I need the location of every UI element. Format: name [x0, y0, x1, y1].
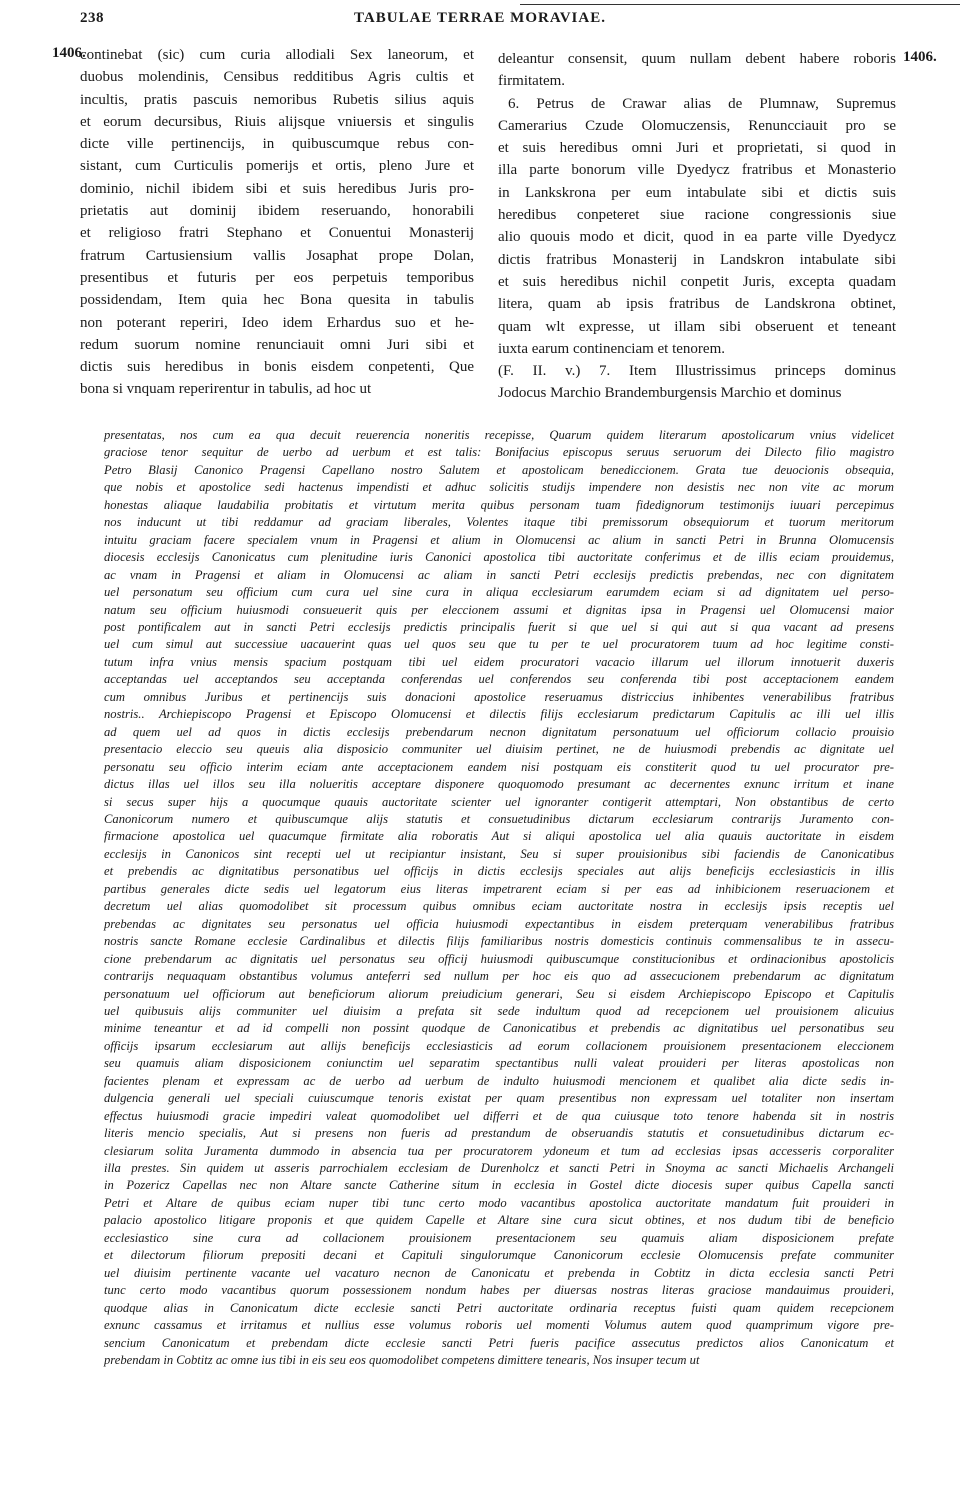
footnote-line: palacio apostolico litigare proponis et que quidem Capelle et Altare sine cura sicut obtines, et nos dudum tibi de beneficio — [104, 1213, 894, 1228]
footnote-line: tutum infra vnius mensis spacium postquam tibi uel eidem procuratori vacacio illarum uel illorum innotuerit duxeris — [104, 654, 894, 669]
right-column-line: (F. II. v.) 7. Item Illustrissimus princeps dominus — [498, 363, 896, 380]
right-column — [498, 48, 896, 405]
footnote-line: quodque alias in Canonicatum dicte ecclesie sancti Petri auctoritate ordinaria receptus fuisti quam quidem recepcionem — [104, 1300, 894, 1315]
left-column-line: prietatis aut dominij ibidem reseruando, honorabili — [80, 203, 474, 220]
right-column-line: Camerarius Czude Olomuczensis, Renuncciauit pro se — [498, 117, 896, 134]
right-column-line: firmitatem. — [498, 73, 566, 90]
left-column-line: redum suorum nomine renunciauit omni Juri sibi et — [80, 336, 474, 353]
running-title: TABULAE TERRAE MORAVIAE. — [354, 10, 606, 26]
footnote-line: si secus super hijs a quocumque quauis auctoritate scienter uel ignoranter contigerit attemptari, Non obstantibus de certo — [104, 794, 894, 809]
right-column-line: deleantur consensit, quum nullam debent habere roboris — [498, 51, 896, 67]
footnote-line: prebendas ac dignitates seu personatus uel officia huiusmodi expectantibus in eisdem preterquam venerabilibus fratribus — [104, 916, 894, 931]
footnote-line: ad quem uel ad quos in dictis ecclesijs prebendarum necnon dignitatum personatuum uel officiorum collacio prouisio — [104, 724, 894, 739]
footnote-line: nostris sancte Romane ecclesie Cardinalibus et dilectis filijs familiaribus nostris domesticis continuis commensalibus te in assecu- — [104, 934, 894, 949]
footnote-line: intuitu graciam facere specialem vnum in Pragensi et alium in Olomucensi ac alium in sancti Petri in Brunna Olomucensis — [104, 532, 894, 547]
left-column-line: continebat (sic) cum curia allodiali Sex laneorum, et — [80, 47, 474, 63]
left-column-line: dominio, nichil ibidem sibi et suis heredibus Juris pro- — [80, 180, 474, 197]
right-column-line: et suis heredibus omni Juri et proprietati, si quod in — [498, 140, 896, 157]
right-column-line: iuxta earum continenciam et tenorem. — [498, 340, 725, 357]
footnote-line: officijs ipsarum ecclesiarum aut allijs beneficijs ecclesiasticis ad eorum collacionem prouisionem presentacionem eleccionem — [104, 1038, 894, 1053]
margin-year-right: 1406. — [903, 49, 937, 65]
left-column-line: sistant, cum Curticulis pomerijs et ortis, pleno Jure et — [80, 158, 474, 175]
footnote-line: sencium Canonicatum et prebendam dicte ecclesie sancti Petri fueris pacifice assecutus predictos alios Canonicatum et — [104, 1335, 894, 1350]
right-column-line: heredibus conpeteret siue racione congressionis siue — [498, 207, 896, 224]
left-column-line: duobus molendinis, Censibus redditibus Agris cultis et — [80, 69, 474, 86]
footnote-line: ac vnam in Pragensi et aliam in Olomucensi ac aliam in sancti Petri ecclesijs predictis prebendas, nec con dignitatem — [104, 567, 894, 582]
footnote-line: uel quibusuis alijs communiter uel diuisim a prefata sit sede indultum quod ad recepcionem uel prouisionem alicuius — [104, 1003, 894, 1018]
footnote-line: in Pozericz Capellas nec non Altare sancte Catherine situm in ecclesia in Gostel dicte diocesis super quibus Capella sancti — [104, 1178, 894, 1193]
footnote-line: uel cum simul aut successiue uacauerint quas uel quos seu que tu per te uel procuratorem tuum ad hoc legitime consti- — [104, 637, 894, 652]
footnote-line: graciose tenor sequitur de uerbo ad uerbum et est talis: Bonifacius episcopus seruus seruorum dei Dilecto filio magistro — [104, 445, 894, 460]
footnote-line: acceptandas uel acceptandos seu acceptanda conferendas uel conferendos seu conferenda tibi post acceptacionem eandem — [104, 672, 894, 687]
footnote-line: Petri et Altare de quibus eciam nuper tibi tunc certo modo vacantibus apostolica auctoritate mandatum fuit prouideri in — [104, 1195, 894, 1210]
footnote-line: post pontificalem aut in sancti Petri ecclesijs predictis principalis fuerit si que uel si qui aut si qua vacant ad presens — [104, 619, 894, 634]
footnote-line: nostris.. Archiepiscopo Pragensi et Episcopo Olomucensi et dilectis filijs ecclesiarum predictarum Capitulis ac illi uel illis — [104, 707, 894, 722]
footnote-line: personatu seu officio interim eciam ante acceptacionem eandem nisi postquam eis constiterit quod tu uel procurator pre- — [104, 759, 894, 774]
left-column — [80, 44, 474, 401]
right-column-line: illa parte bonorum ville Dyedycz fratribus et Monasterio — [498, 162, 896, 179]
footnote-line: et dilectorum filiorum prepositi decani et Capituli singulorumque Canonicorum ecclesie Olomucensis prefate communiter — [104, 1248, 894, 1263]
right-column-line: in Lankskrona per eum intabulate sibi et dictis suis — [498, 184, 896, 201]
footnote-line: decretum uel alias quomodolibet sit processum quibus omnibus eciam auctoritate nostra in ecclesijs ipsis receptis uel — [104, 899, 894, 914]
footnote-line: tunc certo modo vacantibus quorum possessionem nondum habes per diuersas nostras literas graciose mandauimus prouideri, — [104, 1283, 894, 1298]
footnote-line: cione prebendarum ac dignitatis uel personatus seu officij huiusmodi quibuscumque constitucionibus et ordinacionibus apostolicis — [104, 951, 894, 966]
footnote-line: nos inducunt ut tibi reddamur ad graciam liberales, Volentes itaque tibi premissorum obsequiorum et tuorum meritorum — [104, 515, 894, 530]
footnote-line: illa prestes. Sin quidem ut asseris parrochialem ecclesiam de Durenholcz et sancti Petri in Snoyma ac sancti Michaelis Archangeli — [104, 1161, 894, 1176]
footnote-line: exnunc cassamus et irritamus et nullius esse volumus roboris uel momenti Volumus autem quod quamprimum vigore pre- — [104, 1318, 894, 1333]
left-column-line: non poterant reperiri, Ideo idem Erhardus suo et he- — [80, 314, 474, 331]
header-rule — [520, 4, 960, 5]
footnote-line: dulgencia generali uel speciali cuiuscumque tenoris existat per quam presentibus non expressam uel totaliter non insertam — [104, 1091, 894, 1106]
left-column-line: incultis, pratis pascuis nemoribus Rubetis silius aquis — [80, 91, 474, 108]
footnote-line: uel personatum seu officium cum cura uel sine cura in aliqua ecclesiarum earumdem eciam si ad dignitatem uel perso- — [104, 585, 894, 600]
footnote-line: ecclesiastico sine cura ad collacionem prouisionem presentacionem seu quamuis aliam disposicionem prefate — [104, 1230, 894, 1245]
footnote-line: que nobis et apostolice sedi hactenus impendisti et adhuc solicitis studijs impendere non desistis nec non vite ac morum — [104, 480, 894, 495]
footnote-line: Petro Blasij Canonico Pragensi Capellano nostro Salutem et apostolicam benediccionem. Grata tue deuocionis obsequia, — [104, 462, 894, 477]
left-column-line: fratrum Cartusiensium vallis Josaphat prope Dolan, — [80, 247, 474, 264]
footnote-line: contrarijs nequaquam obstantibus volumus anteferri sed nullum per hoc eis quo ad assecucionem prebendarum ac dignitatum — [104, 969, 894, 984]
footnote-line: natum seu officium huiusmodi consueuerit quis per eleccionem assumi et dignitas ipsa in Pragensi uel Olomucensi maior — [104, 602, 894, 617]
footnote-line: honestas aliaque laudabilia probitatis et virtutum merita quibus personam tuam fidedignorum testimonijs iuuari percepimus — [104, 497, 894, 512]
left-column-line: et religioso fratri Stephano et Conuentui Monasterij — [80, 225, 474, 242]
footnote-line: personatuum uel officiorum aut beneficiorum aliorum preiudicium generari, Seu si eisdem Archiepiscopo Episcopo et Capitulis — [104, 986, 894, 1001]
footnote-line: Canonicorum numero et quibuscumque alijs statutis et consuetudinibus dictarum ecclesiarum contrarijs Juramento con- — [104, 811, 894, 826]
footnote-line: clesiarum solita Juramenta dummodo in absencia tua per procuratorem ydoneum et tum ad ecclesias ipsas accesseris corporaliter — [104, 1143, 894, 1158]
footnote — [104, 427, 894, 1369]
right-column-line: 6. Petrus de Crawar alias de Plumnaw, Supremus — [508, 95, 896, 112]
page-number: 238 — [80, 10, 104, 26]
left-column-line: possidendam, Item quia hec Bona quesita in tabulis — [80, 292, 474, 309]
left-column-line: bona si vnquam reperirentur in tabulis, ad hoc ut — [80, 381, 372, 398]
footnote-line: literis mencio specialis, Aut si presens non fueris ad prestandum de obseruandis statutis et consuetudinibus dictarum ec- — [104, 1126, 894, 1141]
footnote-line: dictus illas uel illos seu illa nolueritis acceptare disponere quoquomodo presumant ac decernentes exnunc irritum et inane — [104, 777, 894, 792]
footnote-line: prebendam in Cobtitz ac omne ius tibi in eis seu eos quomodolibet competens dimittere tenearis, Nos insuper tecum ut — [104, 1353, 700, 1368]
right-column-line: litera, quam ab ipsis fratribus de Landskrona obtinet, — [498, 296, 896, 313]
margin-year-left: 1406. — [52, 45, 86, 61]
right-column-line: quam wlt expresse, ut illam sibi obseruent et teneant — [498, 318, 896, 335]
right-column-line: alio quouis modo et dicit, quod in ea parte ville Dyedycz — [498, 229, 896, 246]
footnote-line: minime teneantur et ad id compelli non possint quodque de Canonicatibus et prebendis ac dignitatibus uel personatibus seu — [104, 1021, 894, 1036]
footnote-line: ecclesijs in Canonicos sint recepti uel ut recipiantur insistant, Seu si super prouisionibus sibi faciendis de Canonicatibus — [104, 846, 894, 861]
footnote-line: partibus generales dicte sedis uel legatorum eius literas impetrarent eciam si per eas ad inhibicionem reseruacionem et — [104, 881, 894, 896]
footnote-line: firmacione apostolica uel quacumque firmitate alia roboratis Aut si aliqui apostolica uel alia quauis auctoritate in eisdem — [104, 829, 894, 844]
footnote-line: seu quamuis aliam disposicionem coniunctim uel separatim spectantibus nulli valeat prouideri per literas apostolicas non — [104, 1056, 894, 1071]
footnote-line: presentacio eleccio seu queuis alia disposicio communiter uel diuisim pertinet, ne de huiusmodi prebendis ac dignitate uel — [104, 742, 894, 757]
right-column-line: Jodocus Marchio Brandemburgensis Marchio et dominus — [498, 385, 842, 402]
footnote-line: facientes plenam et expressam ac de uerbo ad uerbum de indulto huiusmodi mencionem et qualibet alia dicte sedis in- — [104, 1073, 894, 1088]
left-column-line: dicte ville pertinencijs, in quibuscumque rebus con- — [80, 136, 474, 153]
footnote-line: effectus huiusmodi gracie impediri valeat quomodolibet uel differri et de qua cuiusque toto tenore habenda sit in nostris — [104, 1108, 894, 1123]
left-column-line: dictis suis heredibus in bonis eisdem conpetenti, Que — [80, 359, 474, 376]
footnote-line: uel diuisim pertinente vacante uel vacaturo necnon de Canonicatu et prebenda in Cobtitz in dicta ecclesia sancti Petri — [104, 1265, 894, 1280]
right-column-line: dictis fratribus Monasterij in Landskron intabulate sibi — [498, 251, 896, 268]
footnote-line: et prebendis ac dignitatibus personatibus uel officijs in dictis ecclesijs speciales aut alijs beneficijs ecclesiasticis in illis — [104, 864, 894, 879]
footnote-line: presentatas, nos cum ea qua decuit reuerencia noneritis recepisse, Quarum quidem literarum apostolicarum vnius videlicet — [104, 428, 894, 442]
footnote-line: cum omnibus Juribus et pertinencijs suis donacioni apostolice reseruamus districcius inhibentes venerabilibus fratribus — [104, 689, 894, 704]
left-column-line: et eorum decursibus, Riuis alijsque vniuersis et singulis — [80, 113, 474, 130]
left-column-line: presentibus et futuris per eos perpetuis temporibus — [80, 269, 474, 286]
right-column-line: et suis heredibus nichil conpetit Juris, excepta quadam — [498, 273, 896, 290]
footnote-line: diocesis ecclesijs Canonicatus cum plenitudine iuris Canonici apostolica tibi auctoritate conferimus et de illis eciam prouidemus, — [104, 550, 894, 565]
